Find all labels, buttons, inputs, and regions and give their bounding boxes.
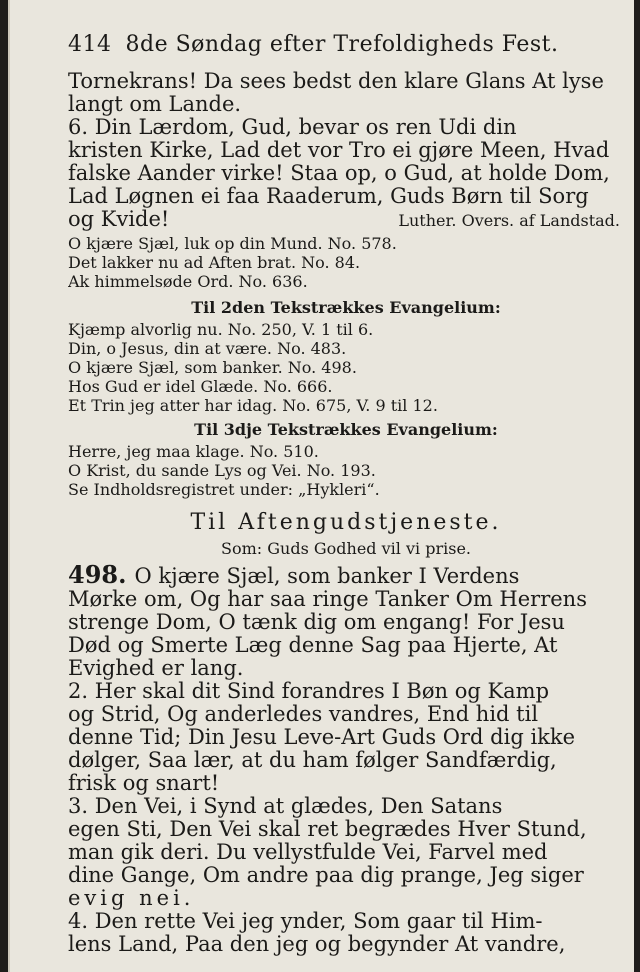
text-line: Mørke om, Og har saa ringe Tanker Om Herrens [68,588,587,611]
see-reference: Se Indholdsregistret under: „Hykleri“. [68,480,380,499]
text-line: dine Gange, Om andre paa dig prange, Jeg siger [68,864,584,887]
hymn-reference: Det lakker nu ad Aften brat. No. 84. [68,253,361,272]
hymn-reference: Et Trin jeg atter har idag. No. 675, V. 9 til 12. [68,396,438,415]
hymn-reference: Ak himmelsøde Ord. No. 636. [68,272,308,291]
evening-service-heading [68,510,624,558]
section-heading: Til 2den Tekstrækkes Evangelium: [191,298,501,317]
hymn-number: 498. [68,563,127,588]
hymn-reference: Hos Gud er idel Glæde. No. 666. [68,377,333,396]
text-line [68,208,624,231]
text-line: strenge Dom, O tænk dig om engang! For Jesu [68,611,565,634]
text-line: 3. Den Vei, i Synd at glædes, Den Satans [68,795,503,818]
hymn-references [68,234,624,291]
text-line: 6. Din Lærdom, Gud, bevar os ren Udi din [68,116,517,139]
text-line: man gik deri. Du vellystfulde Vei, Farvel med [68,841,548,864]
second-series-section [68,298,624,415]
melody-note: Som: Guds Godhed vil vi prise. [221,539,471,558]
book-page [8,0,634,972]
section-heading: Til Aftengudstjeneste. [190,510,502,535]
text-line: frisk og snart! [68,772,220,795]
text-line: Evighed er lang. [68,657,244,680]
text-line: Lad Løgnen ei faa Raaderum, Guds Børn til Sorg [68,185,589,208]
text-line: 2. Her skal dit Sind forandres I Bøn og Kamp [68,680,550,703]
hymn-reference: O kjære Sjæl, som banker. No. 498. [68,358,357,377]
attribution: Luther. Overs. af Landstad. [398,211,620,230]
text-line: Tornekrans! Da sees bedst den klare Glans At lyse [68,70,604,93]
hymn-continuation [68,70,624,231]
text-line: denne Tid; Din Jesu Leve-Art Guds Ord dig ikke [68,726,576,749]
hymn-reference: Din, o Jesus, din at være. No. 483. [68,339,347,358]
hymn-reference: Kjæmp alvorlig nu. No. 250, V. 1 til 6. [68,320,374,339]
running-header [68,32,624,57]
text-line: kristen Kirke, Lad det vor Tro ei gjøre Meen, Hvad [68,139,610,162]
text-line: 4. Den rette Vei jeg ynder, Som gaar til Him- [68,910,543,933]
text-line: dølger, Saa lær, at du ham følger Sandfærdig, [68,749,557,772]
hymn-first-line: O kjære Sjæl, som banker I Verdens [134,564,520,588]
verse-end: og Kvide! [68,208,170,231]
hymn-reference: O kjære Sjæl, luk op din Mund. No. 578. [68,234,397,253]
text-line [68,563,624,588]
hymn-reference: O Krist, du sande Lys og Vei. No. 193. [68,461,376,480]
text-line: lens Land, Paa den jeg og begynder At vandre, [68,933,566,956]
section-heading: Til 3dje Tekstrækkes Evangelium: [194,420,498,439]
text-line: falske Aander virke! Staa op, o Gud, at holde Dom, [68,162,610,185]
page-title: 8de Søndag efter Trefoldigheds Fest. [125,32,559,57]
text-line: Død og Smerte Læg denne Sag paa Hjerte, At [68,634,558,657]
text-line: egen Sti, Den Vei skal ret begrædes Hver Stund, [68,818,587,841]
page-number: 414 [68,32,112,57]
text-line: evig nei. [68,887,195,910]
text-line: langt om Lande. [68,93,242,116]
third-series-section [68,420,624,499]
text-line: og Strid, Og anderledes vandres, End hid til [68,703,539,726]
hymn-498 [68,563,624,956]
hymn-reference: Herre, jeg maa klage. No. 510. [68,442,319,461]
